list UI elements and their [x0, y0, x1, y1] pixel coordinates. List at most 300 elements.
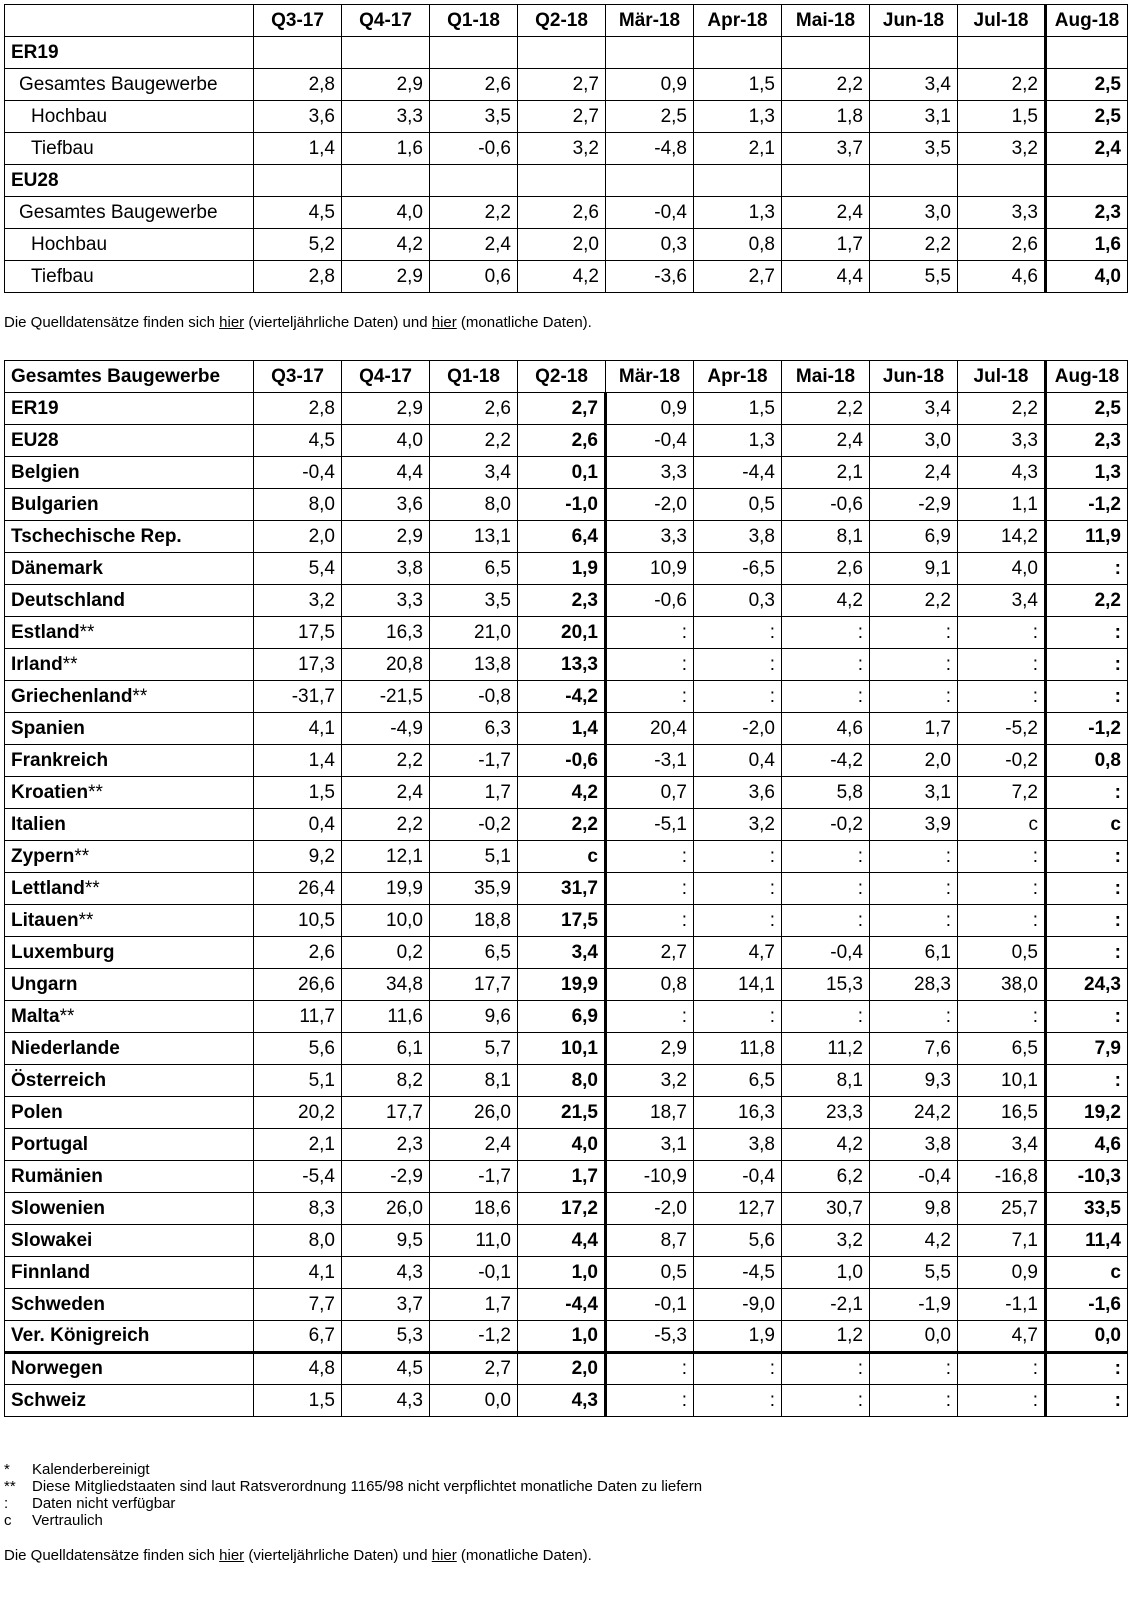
table-row	[5, 69, 1128, 101]
value-cell: 2,5	[606, 101, 694, 133]
table-row	[5, 585, 1128, 617]
value-cell: :	[1046, 905, 1128, 937]
row-label: Tiefbau	[5, 261, 254, 293]
country-label	[5, 425, 254, 457]
column-header: Q1-18	[430, 361, 518, 393]
table-row	[5, 1033, 1128, 1065]
value-cell: :	[606, 649, 694, 681]
value-cell: 2,8	[254, 393, 342, 425]
value-cell: 8,1	[430, 1065, 518, 1097]
value-cell: 2,4	[782, 197, 870, 229]
value-cell: 4,3	[958, 457, 1046, 489]
value-cell: -4,4	[518, 1289, 606, 1321]
value-cell: 2,2	[958, 393, 1046, 425]
value-cell: 11,7	[254, 1001, 342, 1033]
value-cell: 0,7	[606, 777, 694, 809]
value-cell: 6,1	[342, 1033, 430, 1065]
value-cell: :	[870, 681, 958, 713]
value-cell: 9,1	[870, 553, 958, 585]
value-cell: -1,0	[518, 489, 606, 521]
value-cell: 1,9	[518, 553, 606, 585]
value-cell: -3,1	[606, 745, 694, 777]
value-cell: 0,0	[430, 1385, 518, 1417]
value-cell: 3,4	[958, 585, 1046, 617]
value-cell: 2,2	[870, 229, 958, 261]
table-row	[5, 777, 1128, 809]
value-cell: 1,9	[694, 1321, 782, 1353]
value-cell: 2,2	[782, 69, 870, 101]
value-cell: 4,5	[342, 1353, 430, 1385]
value-cell: :	[1046, 681, 1128, 713]
table-row	[5, 1129, 1128, 1161]
value-cell: :	[1046, 649, 1128, 681]
country-name: Slowakei	[11, 1229, 93, 1251]
value-cell: :	[606, 873, 694, 905]
source-note-text: Die Quelldatensätze finden sich	[4, 1547, 220, 1564]
monthly-data-link[interactable]: hier	[431, 314, 457, 331]
value-cell: 0,4	[694, 745, 782, 777]
value-cell: :	[958, 681, 1046, 713]
monthly-data-link[interactable]: hier	[431, 1547, 457, 1564]
value-cell: 6,5	[694, 1065, 782, 1097]
value-cell: 1,3	[694, 425, 782, 457]
value-cell: 16,5	[958, 1097, 1046, 1129]
value-cell: 4,6	[958, 261, 1046, 293]
empty-cell	[518, 37, 606, 69]
value-cell: 2,9	[342, 393, 430, 425]
footnote-text: Daten nicht verfügbar	[32, 1495, 176, 1512]
country-label	[5, 553, 254, 585]
value-cell: -0,6	[782, 489, 870, 521]
value-cell: -2,0	[606, 1193, 694, 1225]
value-cell: 0,8	[694, 229, 782, 261]
value-cell: 1,5	[694, 69, 782, 101]
value-cell: 0,4	[254, 809, 342, 841]
country-label	[5, 1193, 254, 1225]
value-cell: 2,2	[782, 393, 870, 425]
value-cell: 4,0	[342, 425, 430, 457]
value-cell: 11,8	[694, 1033, 782, 1065]
value-cell: -6,5	[694, 553, 782, 585]
country-label	[5, 873, 254, 905]
value-cell: 5,3	[342, 1321, 430, 1353]
empty-cell	[870, 37, 958, 69]
table-row	[5, 1001, 1128, 1033]
value-cell: -0,6	[518, 745, 606, 777]
empty-cell	[958, 37, 1046, 69]
country-name: Ungarn	[11, 973, 78, 995]
country-label	[5, 777, 254, 809]
value-cell: -0,2	[430, 809, 518, 841]
value-cell: 4,2	[782, 1129, 870, 1161]
value-cell: 0,5	[606, 1257, 694, 1289]
value-cell: 8,0	[430, 489, 518, 521]
value-cell: c	[1046, 1257, 1128, 1289]
value-cell: 0,5	[958, 937, 1046, 969]
table-row	[5, 1065, 1128, 1097]
value-cell: 4,1	[254, 1257, 342, 1289]
value-cell: -10,9	[606, 1161, 694, 1193]
value-cell: :	[782, 681, 870, 713]
value-cell: 4,7	[694, 937, 782, 969]
table-row	[5, 521, 1128, 553]
value-cell: 28,3	[870, 969, 958, 1001]
value-cell: 1,0	[782, 1257, 870, 1289]
value-cell: 2,6	[430, 393, 518, 425]
column-header: Q4-17	[342, 5, 430, 37]
footnotes	[4, 1461, 702, 1529]
value-cell: 8,1	[782, 1065, 870, 1097]
value-cell: 2,2	[342, 809, 430, 841]
value-cell: 4,1	[254, 713, 342, 745]
country-name: Italien	[11, 813, 66, 835]
value-cell: :	[1046, 841, 1128, 873]
value-cell: 0,2	[342, 937, 430, 969]
value-cell: 15,3	[782, 969, 870, 1001]
value-cell: :	[958, 649, 1046, 681]
footnote-text: Kalenderbereinigt	[32, 1461, 150, 1478]
value-cell: 8,3	[254, 1193, 342, 1225]
value-cell: 23,3	[782, 1097, 870, 1129]
value-cell: 7,6	[870, 1033, 958, 1065]
value-cell: :	[606, 1353, 694, 1385]
value-cell: 2,5	[1046, 101, 1128, 133]
quarterly-data-link[interactable]: hier	[219, 314, 245, 331]
value-cell: 7,1	[958, 1225, 1046, 1257]
country-label	[5, 585, 254, 617]
country-name: Luxemburg	[11, 941, 115, 963]
value-cell: 9,6	[430, 1001, 518, 1033]
value-cell: c	[518, 841, 606, 873]
row-label: Gesamtes Baugewerbe	[5, 197, 254, 229]
value-cell: -0,1	[606, 1289, 694, 1321]
value-cell: :	[958, 873, 1046, 905]
value-cell: -1,1	[958, 1289, 1046, 1321]
country-label	[5, 649, 254, 681]
value-cell: 2,2	[958, 69, 1046, 101]
value-cell: 1,4	[518, 713, 606, 745]
value-cell: -0,4	[606, 425, 694, 457]
value-cell: 2,4	[430, 229, 518, 261]
country-label	[5, 1321, 254, 1353]
value-cell: 35,9	[430, 873, 518, 905]
value-cell: :	[606, 905, 694, 937]
value-cell: 4,3	[518, 1385, 606, 1417]
value-cell: 0,9	[606, 69, 694, 101]
column-header: Jul-18	[958, 5, 1046, 37]
country-construction-table	[4, 360, 1128, 1417]
source-note-text: (vierteljährliche Daten) und	[244, 1547, 432, 1564]
value-cell: 3,3	[342, 101, 430, 133]
value-cell: 26,6	[254, 969, 342, 1001]
value-cell: -0,6	[606, 585, 694, 617]
value-cell: :	[958, 841, 1046, 873]
value-cell: 20,1	[518, 617, 606, 649]
value-cell: 3,4	[958, 1129, 1046, 1161]
empty-cell	[782, 165, 870, 197]
value-cell: :	[782, 649, 870, 681]
value-cell: 25,7	[958, 1193, 1046, 1225]
column-header: Jun-18	[870, 361, 958, 393]
empty-cell	[518, 165, 606, 197]
value-cell: 8,2	[342, 1065, 430, 1097]
value-cell: 3,3	[606, 457, 694, 489]
column-header: Q4-17	[342, 361, 430, 393]
value-cell: 1,4	[254, 133, 342, 165]
value-cell: 1,2	[782, 1321, 870, 1353]
footnote-mark: **	[79, 621, 95, 643]
empty-cell	[254, 37, 342, 69]
value-cell: 3,8	[870, 1129, 958, 1161]
value-cell: 3,1	[606, 1129, 694, 1161]
empty-cell	[430, 37, 518, 69]
value-cell: :	[1046, 1385, 1128, 1417]
value-cell: -4,8	[606, 133, 694, 165]
value-cell: 4,0	[958, 553, 1046, 585]
value-cell: 5,5	[870, 261, 958, 293]
empty-cell	[1046, 165, 1128, 197]
value-cell: :	[1046, 937, 1128, 969]
value-cell: 24,2	[870, 1097, 958, 1129]
value-cell: :	[606, 841, 694, 873]
value-cell: 6,4	[518, 521, 606, 553]
value-cell: :	[694, 1385, 782, 1417]
value-cell: 18,6	[430, 1193, 518, 1225]
empty-cell	[870, 165, 958, 197]
value-cell: :	[1046, 1001, 1128, 1033]
value-cell: 6,3	[430, 713, 518, 745]
country-label	[5, 617, 254, 649]
table-row	[5, 1193, 1128, 1225]
value-cell: :	[1046, 777, 1128, 809]
value-cell: 19,9	[342, 873, 430, 905]
value-cell: 3,4	[430, 457, 518, 489]
row-label: EU28	[5, 165, 254, 197]
country-label	[5, 681, 254, 713]
value-cell: 3,8	[342, 553, 430, 585]
value-cell: -5,3	[606, 1321, 694, 1353]
value-cell: 2,6	[430, 69, 518, 101]
empty-cell	[782, 37, 870, 69]
country-label	[5, 1097, 254, 1129]
table-row	[5, 809, 1128, 841]
value-cell: 2,3	[342, 1129, 430, 1161]
value-cell: -0,4	[694, 1161, 782, 1193]
value-cell: 7,2	[958, 777, 1046, 809]
country-label	[5, 1033, 254, 1065]
table-row	[5, 425, 1128, 457]
value-cell: 2,0	[518, 1353, 606, 1385]
value-cell: 0,6	[430, 261, 518, 293]
value-cell: 17,7	[342, 1097, 430, 1129]
value-cell: :	[870, 1385, 958, 1417]
value-cell: 1,3	[694, 197, 782, 229]
quarterly-data-link[interactable]: hier	[219, 1547, 245, 1564]
value-cell: 2,2	[870, 585, 958, 617]
value-cell: 4,0	[1046, 261, 1128, 293]
value-cell: -4,9	[342, 713, 430, 745]
footnote-line	[4, 1512, 702, 1529]
value-cell: 20,2	[254, 1097, 342, 1129]
value-cell: 10,9	[606, 553, 694, 585]
value-cell: 16,3	[342, 617, 430, 649]
value-cell: -5,4	[254, 1161, 342, 1193]
value-cell: 9,2	[254, 841, 342, 873]
value-cell: 1,7	[870, 713, 958, 745]
footnote-mark: **	[132, 685, 148, 707]
value-cell: -0,4	[782, 937, 870, 969]
value-cell: 2,7	[518, 101, 606, 133]
value-cell: 2,6	[518, 197, 606, 229]
footnote-mark: **	[62, 653, 78, 675]
value-cell: 6,2	[782, 1161, 870, 1193]
value-cell: 11,9	[1046, 521, 1128, 553]
country-name: Schweiz	[11, 1389, 86, 1411]
value-cell: 3,4	[870, 69, 958, 101]
column-header: Aug-18	[1046, 5, 1128, 37]
value-cell: -4,5	[694, 1257, 782, 1289]
source-note	[4, 1547, 592, 1564]
value-cell: 6,7	[254, 1321, 342, 1353]
value-cell: 2,9	[342, 69, 430, 101]
value-cell: :	[958, 905, 1046, 937]
value-cell: -31,7	[254, 681, 342, 713]
value-cell: :	[1046, 1353, 1128, 1385]
country-label	[5, 1065, 254, 1097]
value-cell: 11,2	[782, 1033, 870, 1065]
country-name: Finnland	[11, 1261, 91, 1283]
value-cell: 8,0	[518, 1065, 606, 1097]
country-label	[5, 1129, 254, 1161]
value-cell: 8,1	[782, 521, 870, 553]
value-cell: 2,3	[1046, 425, 1128, 457]
value-cell: :	[694, 873, 782, 905]
value-cell: 2,2	[342, 745, 430, 777]
value-cell: 1,7	[518, 1161, 606, 1193]
footnote-marker: :	[4, 1495, 9, 1512]
value-cell: -1,9	[870, 1289, 958, 1321]
value-cell: 3,1	[870, 101, 958, 133]
value-cell: :	[958, 1353, 1046, 1385]
value-cell: 5,4	[254, 553, 342, 585]
value-cell: 4,2	[518, 777, 606, 809]
country-name: Slowenien	[11, 1197, 105, 1219]
value-cell: 1,0	[518, 1257, 606, 1289]
value-cell: 30,7	[782, 1193, 870, 1225]
value-cell: :	[606, 1385, 694, 1417]
value-cell: -0,4	[254, 457, 342, 489]
row-label: Gesamtes Baugewerbe	[5, 69, 254, 101]
value-cell: 5,8	[782, 777, 870, 809]
value-cell: 3,5	[430, 585, 518, 617]
value-cell: 12,1	[342, 841, 430, 873]
footnote-text: Diese Mitgliedstaaten sind laut Ratsverordnung 1165/98 nicht verpflichtet monatliche Daten zu liefern	[32, 1478, 703, 1495]
country-name: Irland	[11, 653, 63, 675]
table-row	[5, 1097, 1128, 1129]
value-cell: 4,3	[342, 1385, 430, 1417]
value-cell: 2,3	[518, 585, 606, 617]
footnote-mark: **	[84, 877, 100, 899]
country-name: Bulgarien	[11, 493, 99, 515]
value-cell: :	[606, 1001, 694, 1033]
value-cell: 5,7	[430, 1033, 518, 1065]
value-cell: -0,4	[606, 197, 694, 229]
value-cell: 11,0	[430, 1225, 518, 1257]
value-cell: :	[1046, 873, 1128, 905]
value-cell: 3,0	[870, 425, 958, 457]
value-cell: 13,3	[518, 649, 606, 681]
header-corner	[5, 5, 254, 37]
empty-cell	[1046, 37, 1128, 69]
section-row	[5, 37, 1128, 69]
value-cell: 11,6	[342, 1001, 430, 1033]
country-name: Malta	[11, 1005, 60, 1027]
table-title-header: Gesamtes Baugewerbe	[5, 361, 254, 393]
value-cell: 1,7	[782, 229, 870, 261]
value-cell: -2,9	[870, 489, 958, 521]
value-cell: 4,2	[782, 585, 870, 617]
table-header-row	[5, 361, 1128, 393]
country-label	[5, 1161, 254, 1193]
value-cell: 5,1	[430, 841, 518, 873]
country-name: Schweden	[11, 1293, 105, 1315]
table-row	[5, 489, 1128, 521]
value-cell: 2,6	[518, 425, 606, 457]
value-cell: 0,9	[606, 393, 694, 425]
value-cell: 2,9	[606, 1033, 694, 1065]
value-cell: 3,5	[430, 101, 518, 133]
value-cell: 13,8	[430, 649, 518, 681]
value-cell: 2,4	[342, 777, 430, 809]
country-name: Tschechische Rep.	[11, 525, 182, 547]
country-name: Niederlande	[11, 1037, 120, 1059]
value-cell: 26,0	[342, 1193, 430, 1225]
country-name: Griechenland	[11, 685, 133, 707]
value-cell: :	[1046, 617, 1128, 649]
value-cell: 2,1	[254, 1129, 342, 1161]
table-row	[5, 905, 1128, 937]
value-cell: 2,0	[870, 745, 958, 777]
value-cell: 2,7	[518, 69, 606, 101]
country-label	[5, 393, 254, 425]
value-cell: 4,6	[782, 713, 870, 745]
value-cell: 2,1	[782, 457, 870, 489]
value-cell: 2,2	[430, 425, 518, 457]
value-cell: 2,8	[254, 261, 342, 293]
value-cell: 9,8	[870, 1193, 958, 1225]
value-cell: 17,7	[430, 969, 518, 1001]
value-cell: 5,5	[870, 1257, 958, 1289]
value-cell: :	[606, 681, 694, 713]
country-label	[5, 905, 254, 937]
country-label	[5, 841, 254, 873]
value-cell: 1,0	[518, 1321, 606, 1353]
value-cell: 6,1	[870, 937, 958, 969]
value-cell: -2,9	[342, 1161, 430, 1193]
value-cell: 2,8	[254, 69, 342, 101]
value-cell: 1,6	[1046, 229, 1128, 261]
value-cell: 3,9	[870, 809, 958, 841]
table-row	[5, 457, 1128, 489]
value-cell: :	[694, 1001, 782, 1033]
footnote-line	[4, 1478, 702, 1495]
value-cell: 0,3	[606, 229, 694, 261]
value-cell: 38,0	[958, 969, 1046, 1001]
country-label	[5, 1289, 254, 1321]
value-cell: 2,3	[1046, 197, 1128, 229]
table-row	[5, 649, 1128, 681]
table-row	[5, 745, 1128, 777]
